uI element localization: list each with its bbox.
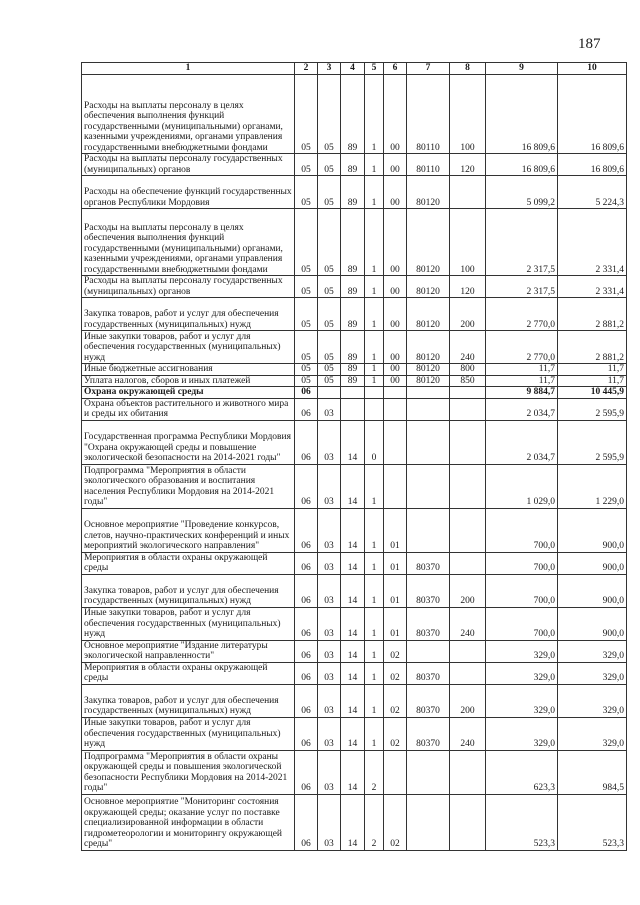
code-cell: 05	[318, 276, 341, 298]
row-name-cell: Основное мероприятие "Издание литературы экологической направленности"	[82, 640, 295, 662]
code-cell: 06	[295, 464, 318, 508]
code-cell	[450, 794, 486, 850]
amount-cell: 329,0	[486, 684, 558, 717]
amount-cell: 11,7	[486, 375, 558, 387]
code-cell: 03	[318, 607, 341, 640]
code-cell	[407, 640, 450, 662]
table-row	[82, 375, 627, 387]
table-row	[82, 75, 627, 154]
code-cell: 06	[295, 552, 318, 574]
code-cell: 200	[450, 684, 486, 717]
code-cell: 05	[295, 176, 318, 209]
code-cell	[407, 464, 450, 508]
row-name-cell: Государственная программа Республики Мордовия "Охрана окружающей среды и повышение экологической безопасности на 2014-2021 годы"	[82, 420, 295, 464]
amount-cell: 329,0	[486, 717, 558, 750]
code-cell: 89	[341, 298, 365, 331]
header-cell: 8	[450, 63, 486, 75]
code-cell	[450, 750, 486, 794]
code-cell: 2	[365, 794, 384, 850]
code-cell: 1	[365, 640, 384, 662]
code-cell: 03	[318, 684, 341, 717]
table-row	[82, 209, 627, 276]
header-row	[82, 63, 627, 75]
table-row	[82, 552, 627, 574]
code-cell: 14	[341, 574, 365, 607]
row-name-cell: Иные закупки товаров, работ и услуг для обеспечения государственных (муниципальных) нужд	[82, 717, 295, 750]
amount-cell: 2 317,5	[486, 276, 558, 298]
code-cell: 06	[295, 684, 318, 717]
amount-cell: 5 099,2	[486, 176, 558, 209]
header-cell: 10	[558, 63, 627, 75]
code-cell: 80110	[407, 75, 450, 154]
code-cell: 1	[365, 607, 384, 640]
table-row	[82, 398, 627, 420]
amount-cell: 700,0	[486, 574, 558, 607]
code-cell	[384, 464, 407, 508]
code-cell: 06	[295, 640, 318, 662]
code-cell	[450, 398, 486, 420]
row-name-cell: Мероприятия в области охраны окружающей среды	[82, 662, 295, 684]
table-row	[82, 176, 627, 209]
code-cell: 05	[295, 276, 318, 298]
code-cell	[450, 387, 486, 399]
code-cell: 02	[384, 662, 407, 684]
code-cell: 02	[384, 794, 407, 850]
code-cell: 89	[341, 375, 365, 387]
table-row	[82, 420, 627, 464]
code-cell	[407, 387, 450, 399]
code-cell: 05	[295, 154, 318, 176]
page-number: 187	[578, 36, 601, 52]
code-cell: 14	[341, 607, 365, 640]
row-name-cell: Основное мероприятие "Мониторинг состояния окружающей среды; оказание услуг по поставке специализированной информации в области гидрометеорологии и мониторингу окружающей среды"	[82, 794, 295, 850]
code-cell	[450, 552, 486, 574]
code-cell: 05	[318, 154, 341, 176]
code-cell: 89	[341, 154, 365, 176]
amount-cell: 2 595,9	[558, 398, 627, 420]
code-cell: 80370	[407, 552, 450, 574]
code-cell: 80120	[407, 364, 450, 376]
amount-cell: 16 809,6	[486, 75, 558, 154]
code-cell: 240	[450, 607, 486, 640]
amount-cell: 329,0	[558, 684, 627, 717]
code-cell	[318, 387, 341, 399]
table-row	[82, 717, 627, 750]
code-cell: 14	[341, 640, 365, 662]
code-cell: 2	[365, 750, 384, 794]
code-cell: 06	[295, 420, 318, 464]
code-cell: 14	[341, 464, 365, 508]
code-cell	[450, 176, 486, 209]
budget-table	[81, 62, 627, 851]
table-row	[82, 750, 627, 794]
code-cell: 80120	[407, 209, 450, 276]
code-cell: 80120	[407, 276, 450, 298]
header-cell: 1	[82, 63, 295, 75]
amount-cell: 11,7	[558, 364, 627, 376]
amount-cell: 329,0	[558, 640, 627, 662]
amount-cell: 900,0	[558, 574, 627, 607]
code-cell: 240	[450, 717, 486, 750]
code-cell: 01	[384, 508, 407, 552]
code-cell: 800	[450, 364, 486, 376]
row-name-cell: Иные бюджетные ассигнования	[82, 364, 295, 376]
code-cell: 200	[450, 574, 486, 607]
code-cell: 89	[341, 176, 365, 209]
amount-cell: 5 224,3	[558, 176, 627, 209]
code-cell: 05	[295, 209, 318, 276]
code-cell: 06	[295, 508, 318, 552]
code-cell: 14	[341, 684, 365, 717]
code-cell	[407, 750, 450, 794]
code-cell: 05	[318, 298, 341, 331]
row-name-cell: Расходы на выплаты персоналу государственных (муниципальных) органов	[82, 154, 295, 176]
code-cell: 05	[318, 331, 341, 364]
code-cell: 05	[318, 75, 341, 154]
row-name-cell: Охрана окружающей среды	[82, 387, 295, 399]
table-row	[82, 387, 627, 399]
code-cell: 0	[365, 420, 384, 464]
code-cell: 03	[318, 750, 341, 794]
code-cell: 80370	[407, 574, 450, 607]
code-cell: 1	[365, 375, 384, 387]
code-cell	[384, 398, 407, 420]
header-cell: 9	[486, 63, 558, 75]
table-row	[82, 662, 627, 684]
table-row	[82, 154, 627, 176]
code-cell: 06	[295, 574, 318, 607]
table-row	[82, 794, 627, 850]
code-cell: 05	[318, 209, 341, 276]
amount-cell: 900,0	[558, 552, 627, 574]
amount-cell: 700,0	[486, 552, 558, 574]
code-cell: 05	[295, 298, 318, 331]
amount-cell: 2 331,4	[558, 276, 627, 298]
code-cell: 1	[365, 298, 384, 331]
table-row	[82, 298, 627, 331]
table-row	[82, 508, 627, 552]
table-row	[82, 276, 627, 298]
amount-cell: 2 770,0	[486, 298, 558, 331]
code-cell: 1	[365, 662, 384, 684]
code-cell: 14	[341, 750, 365, 794]
row-name-cell: Закупка товаров, работ и услуг для обеспечения государственных (муниципальных) нужд	[82, 684, 295, 717]
table-row	[82, 331, 627, 364]
code-cell: 120	[450, 276, 486, 298]
code-cell: 80370	[407, 684, 450, 717]
row-name-cell: Расходы на обеспечение функций государственных органов Республики Мордовия	[82, 176, 295, 209]
code-cell: 80120	[407, 375, 450, 387]
code-cell: 1	[365, 717, 384, 750]
code-cell: 06	[295, 717, 318, 750]
header-cell: 7	[407, 63, 450, 75]
header-cell: 5	[365, 63, 384, 75]
header-cell: 6	[384, 63, 407, 75]
amount-cell: 2 317,5	[486, 209, 558, 276]
code-cell	[365, 398, 384, 420]
code-cell: 06	[295, 607, 318, 640]
code-cell: 80120	[407, 331, 450, 364]
code-cell: 89	[341, 276, 365, 298]
amount-cell: 10 445,9	[558, 387, 627, 399]
row-name-cell: Уплата налогов, сборов и иных платежей	[82, 375, 295, 387]
amount-cell: 2 034,7	[486, 420, 558, 464]
row-name-cell: Иные закупки товаров, работ и услуг для обеспечения государственных (муниципальных) нужд	[82, 607, 295, 640]
code-cell	[384, 750, 407, 794]
code-cell: 05	[295, 75, 318, 154]
code-cell: 00	[384, 364, 407, 376]
code-cell: 00	[384, 298, 407, 331]
row-name-cell: Основное мероприятие "Проведение конкурсов, слетов, научно-практических конференций и иных мероприятий экологического направления"	[82, 508, 295, 552]
code-cell: 03	[318, 508, 341, 552]
code-cell: 03	[318, 552, 341, 574]
code-cell: 06	[295, 794, 318, 850]
table-row	[82, 640, 627, 662]
code-cell: 06	[295, 750, 318, 794]
code-cell	[407, 508, 450, 552]
code-cell: 00	[384, 209, 407, 276]
code-cell: 03	[318, 794, 341, 850]
amount-cell: 700,0	[486, 607, 558, 640]
code-cell: 1	[365, 75, 384, 154]
code-cell: 14	[341, 662, 365, 684]
row-name-cell: Расходы на выплаты персоналу государственных (муниципальных) органов	[82, 276, 295, 298]
amount-cell: 329,0	[558, 717, 627, 750]
code-cell: 89	[341, 364, 365, 376]
amount-cell: 2 331,4	[558, 209, 627, 276]
code-cell: 03	[318, 420, 341, 464]
code-cell: 1	[365, 464, 384, 508]
code-cell: 05	[318, 375, 341, 387]
code-cell: 80120	[407, 298, 450, 331]
code-cell: 80120	[407, 176, 450, 209]
amount-cell: 900,0	[558, 508, 627, 552]
code-cell	[450, 640, 486, 662]
table-row	[82, 574, 627, 607]
header-cell: 4	[341, 63, 365, 75]
row-name-cell: Расходы на выплаты персоналу в целях обеспечения выполнения функций государственными (муниципальными) органами, казенными учреждениями, органами управления государственными внебюджетными фондами	[82, 209, 295, 276]
row-name-cell: Закупка товаров, работ и услуг для обеспечения государственных (муниципальных) нужд	[82, 298, 295, 331]
row-name-cell: Расходы на выплаты персоналу в целях обеспечения выполнения функций государственными (муниципальными) органами, казенными учреждениями, органами управления государственными внебюджетными фондами	[82, 75, 295, 154]
amount-cell: 16 809,6	[558, 154, 627, 176]
amount-cell: 523,3	[486, 794, 558, 850]
code-cell: 850	[450, 375, 486, 387]
amount-cell: 2 881,2	[558, 331, 627, 364]
row-name-cell: Охрана объектов растительного и животного мира и среды их обитания	[82, 398, 295, 420]
amount-cell: 1 229,0	[558, 464, 627, 508]
code-cell	[450, 464, 486, 508]
code-cell: 01	[384, 574, 407, 607]
amount-cell: 2 881,2	[558, 298, 627, 331]
amount-cell: 11,7	[486, 364, 558, 376]
code-cell: 1	[365, 364, 384, 376]
amount-cell: 9 884,7	[486, 387, 558, 399]
amount-cell: 16 809,6	[486, 154, 558, 176]
code-cell: 03	[318, 464, 341, 508]
code-cell	[450, 662, 486, 684]
code-cell	[450, 420, 486, 464]
code-cell	[365, 387, 384, 399]
code-cell: 14	[341, 794, 365, 850]
code-cell: 89	[341, 331, 365, 364]
amount-cell: 16 809,6	[558, 75, 627, 154]
code-cell: 01	[384, 552, 407, 574]
code-cell: 03	[318, 398, 341, 420]
header-cell: 3	[318, 63, 341, 75]
code-cell: 100	[450, 209, 486, 276]
code-cell: 240	[450, 331, 486, 364]
code-cell: 05	[295, 375, 318, 387]
table-row	[82, 364, 627, 376]
table-row	[82, 684, 627, 717]
row-name-cell: Иные закупки товаров, работ и услуг для обеспечения государственных (муниципальных) нужд	[82, 331, 295, 364]
amount-cell: 523,3	[558, 794, 627, 850]
amount-cell: 329,0	[486, 640, 558, 662]
code-cell: 06	[295, 662, 318, 684]
code-cell: 02	[384, 717, 407, 750]
code-cell: 00	[384, 176, 407, 209]
code-cell	[407, 794, 450, 850]
row-name-cell: Мероприятия в области охраны окружающей среды	[82, 552, 295, 574]
code-cell: 03	[318, 717, 341, 750]
amount-cell: 329,0	[486, 662, 558, 684]
code-cell: 01	[384, 607, 407, 640]
code-cell: 1	[365, 331, 384, 364]
code-cell: 00	[384, 276, 407, 298]
code-cell	[384, 420, 407, 464]
code-cell	[407, 398, 450, 420]
code-cell: 14	[341, 420, 365, 464]
amount-cell: 2 595,9	[558, 420, 627, 464]
code-cell: 1	[365, 276, 384, 298]
amount-cell: 1 029,0	[486, 464, 558, 508]
code-cell	[450, 508, 486, 552]
code-cell: 02	[384, 640, 407, 662]
code-cell: 80370	[407, 717, 450, 750]
code-cell	[384, 387, 407, 399]
amount-cell: 329,0	[558, 662, 627, 684]
code-cell: 06	[295, 387, 318, 399]
code-cell: 80370	[407, 607, 450, 640]
code-cell: 1	[365, 508, 384, 552]
code-cell: 14	[341, 508, 365, 552]
code-cell: 05	[295, 364, 318, 376]
header-cell: 2	[295, 63, 318, 75]
code-cell: 03	[318, 574, 341, 607]
code-cell: 80370	[407, 662, 450, 684]
code-cell	[407, 420, 450, 464]
code-cell: 1	[365, 154, 384, 176]
amount-cell: 2 034,7	[486, 398, 558, 420]
code-cell: 1	[365, 176, 384, 209]
code-cell: 14	[341, 717, 365, 750]
row-name-cell: Закупка товаров, работ и услуг для обеспечения государственных (муниципальных) нужд	[82, 574, 295, 607]
code-cell: 05	[318, 176, 341, 209]
code-cell: 1	[365, 684, 384, 717]
row-name-cell: Подпрограмма "Мероприятия в области охраны окружающей среды и повышения экологической безопасности Республики Мордовия на 2014-2021 годы"	[82, 750, 295, 794]
code-cell: 02	[384, 684, 407, 717]
code-cell: 1	[365, 574, 384, 607]
code-cell	[341, 398, 365, 420]
code-cell: 100	[450, 75, 486, 154]
code-cell: 03	[318, 640, 341, 662]
code-cell	[341, 387, 365, 399]
code-cell: 89	[341, 75, 365, 154]
amount-cell: 2 770,0	[486, 331, 558, 364]
amount-cell: 623,3	[486, 750, 558, 794]
amount-cell: 11,7	[558, 375, 627, 387]
code-cell: 00	[384, 154, 407, 176]
code-cell: 1	[365, 209, 384, 276]
amount-cell: 900,0	[558, 607, 627, 640]
code-cell: 120	[450, 154, 486, 176]
code-cell: 00	[384, 331, 407, 364]
amount-cell: 984,5	[558, 750, 627, 794]
amount-cell: 700,0	[486, 508, 558, 552]
code-cell: 06	[295, 398, 318, 420]
code-cell: 200	[450, 298, 486, 331]
code-cell: 00	[384, 375, 407, 387]
code-cell: 05	[318, 364, 341, 376]
code-cell: 89	[341, 209, 365, 276]
table-row	[82, 607, 627, 640]
code-cell: 1	[365, 552, 384, 574]
code-cell: 80110	[407, 154, 450, 176]
code-cell: 14	[341, 552, 365, 574]
code-cell: 00	[384, 75, 407, 154]
code-cell: 03	[318, 662, 341, 684]
code-cell: 05	[295, 331, 318, 364]
row-name-cell: Подпрограмма "Мероприятия в области экологического образования и воспитания населения Республики Мордовия на 2014-2021 годы"	[82, 464, 295, 508]
table-row	[82, 464, 627, 508]
